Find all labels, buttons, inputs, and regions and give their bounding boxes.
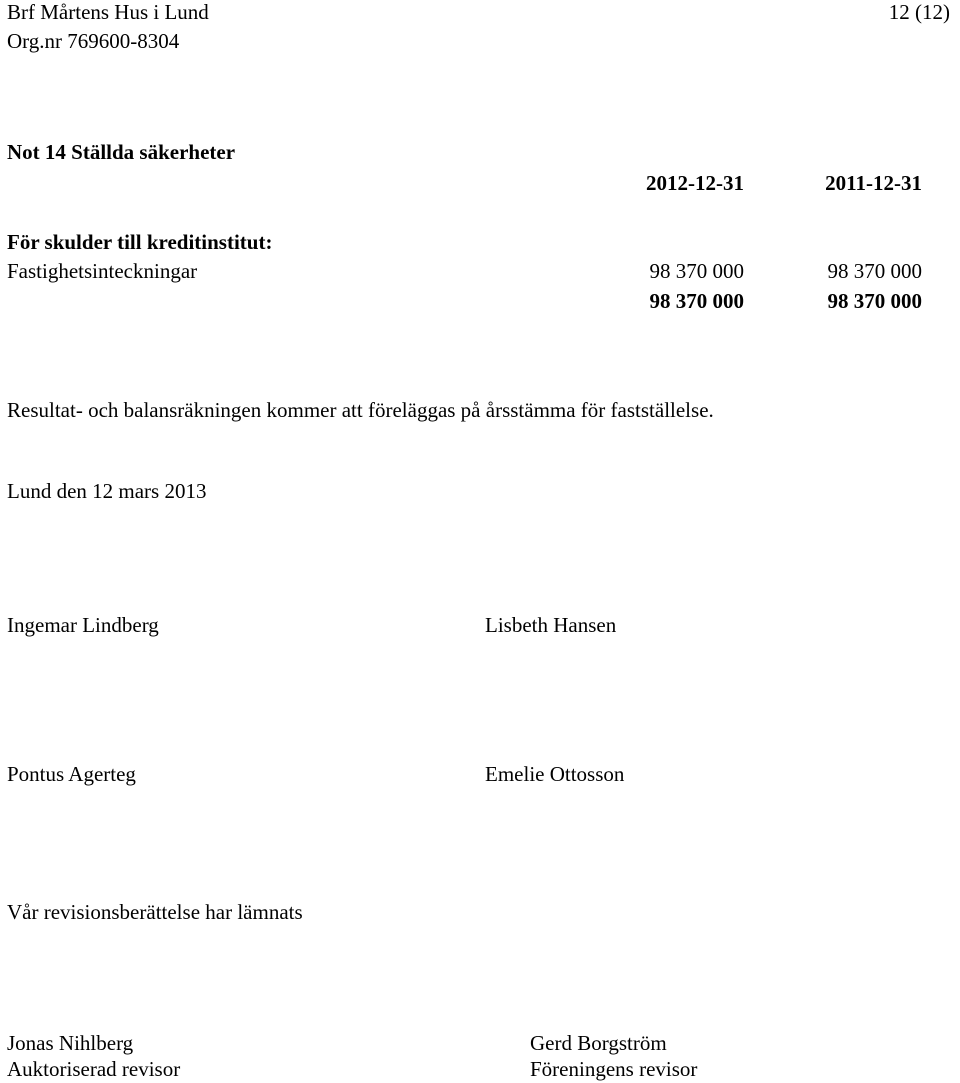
auditor-name: Jonas Nihlberg: [7, 1031, 134, 1055]
org-name: Brf Mårtens Hus i Lund: [7, 0, 209, 24]
auditor-title: Auktoriserad revisor: [7, 1057, 181, 1081]
row-value-2012: 98 370 000: [649, 259, 744, 283]
section-label: För skulder till kreditinstitut:: [7, 230, 273, 254]
signature-name: Lisbeth Hansen: [485, 613, 617, 637]
total-value-2011: 98 370 000: [827, 289, 922, 313]
audit-statement: Vår revisionsberättelse har lämnats: [7, 900, 303, 924]
signature-name: Emelie Ottosson: [485, 762, 625, 786]
page-number: 12 (12): [888, 0, 950, 24]
org-number: Org.nr 769600-8304: [7, 29, 180, 53]
statement-text: Resultat- och balansräkningen kommer att föreläggas på årsstämma för fastställelse.: [7, 398, 714, 422]
signature-name: Ingemar Lindberg: [7, 613, 159, 637]
signature-name: Pontus Agerteg: [7, 762, 136, 786]
note-title: Not 14 Ställda säkerheter: [7, 140, 236, 164]
row-value-2011: 98 370 000: [827, 259, 922, 283]
column-header-2012: 2012-12-31: [646, 171, 744, 195]
column-header-2011: 2011-12-31: [825, 171, 922, 195]
auditor-title: Föreningens revisor: [530, 1057, 698, 1081]
auditor-name: Gerd Borgström: [530, 1031, 667, 1055]
place-date: Lund den 12 mars 2013: [7, 479, 207, 503]
total-value-2012: 98 370 000: [649, 289, 744, 313]
row-label: Fastighetsinteckningar: [7, 259, 198, 283]
